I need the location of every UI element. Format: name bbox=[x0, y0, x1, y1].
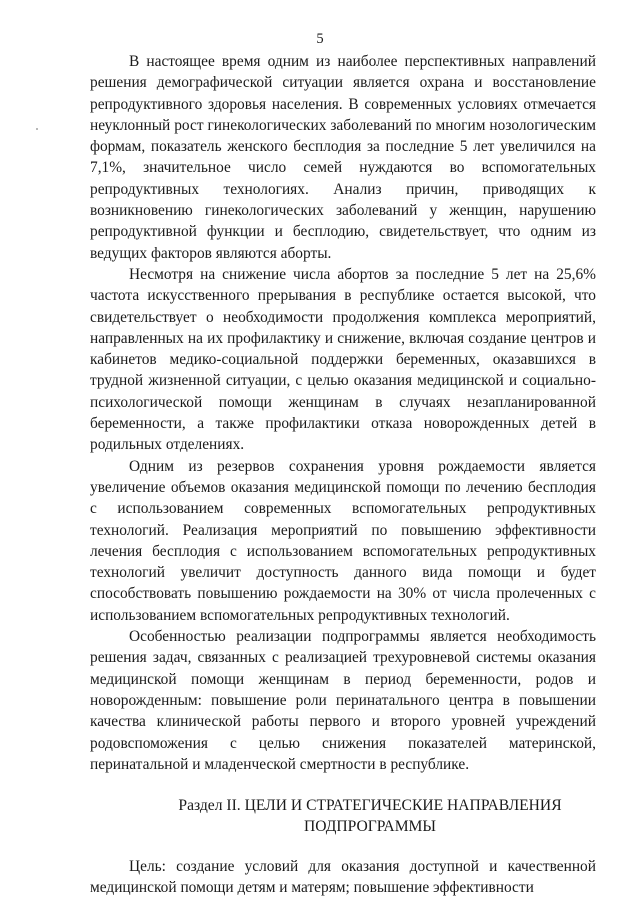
paragraph-demography: В настоящее время одним из наиболее перспективных направлений решения демографической ситуации является охрана и восстановление репродуктивного здоровья населения. В современных условиях отмечается неуклонный рост гинекологических заболеваний по многим нозологическим формам, показатель женского бесплодия за последние 5 лет увеличился на 7,1%, значительное число семей нуждаются во вспомогательных репродуктивных технологиях. Анализ причин, приводящих к возникновению гинекологических заболеваний у женщин, нарушению репродуктивной функции и бесплодию, свидетельствует, что одним из ведущих факторов являются аборты. bbox=[90, 53, 596, 262]
paragraph-goal: Цель: создание условий для оказания доступной и качественной медицинской помощи детям и матерям; повышение эффективности bbox=[90, 857, 596, 896]
section-heading-line-1: Раздел II. ЦЕЛИ И СТРАТЕГИЧЕСКИЕ НАПРАВЛЕНИЯ bbox=[178, 797, 562, 815]
scan-artifact bbox=[36, 128, 38, 130]
section-heading bbox=[90, 795, 596, 838]
page-number: 5 bbox=[316, 31, 324, 47]
paragraph-abortions: Несмотря на снижение числа абортов за последние 5 лет на 25,6% частота искусственного прерывания в республике остается высокой, что свидетельствует о необходимости продолжения комплекса мероприятий, направленных на их профилактику и снижение, включая создание центров и кабинетов медико-социальной поддержки беременных, оказавшихся в трудной жизненной ситуации, с целью оказания медицинской и социально-психологической помощи женщинам в случаях незапланированной беременности, а также профилактики отказа новорожденных детей в родильных отделениях. bbox=[90, 265, 596, 454]
paragraph-infertility: Одним из резервов сохранения уровня рождаемости является увеличение объемов оказания медицинской помощи по лечению бесплодия с использованием современных вспомогательных репродуктивных технологий. Реализация мероприятий по повышению эффективности лечения бесплодия с использованием вспомогательных репродуктивных технологий увеличит доступность данного вида помощи и будет способствовать повышению рождаемости на 30% от числа пролеченных с использованием вспомогательных репродуктивных технологий. bbox=[90, 457, 596, 624]
paragraph-subprogram: Особенностью реализации подпрограммы является необходимость решения задач, связанных с реализацией трехуровневой системы оказания медицинской помощи женщинам в период беременности, родов и новорожденным: повышение роли перинатального центра в повышении качества клинической работы первого и второго уровней учреждений родовспоможения с целью снижения показателей материнской, перинатальной и младенческой смертности в республике. bbox=[90, 628, 596, 773]
section-heading-line-2: ПОДПРОГРАММЫ bbox=[303, 818, 437, 836]
document-body bbox=[90, 51, 596, 898]
